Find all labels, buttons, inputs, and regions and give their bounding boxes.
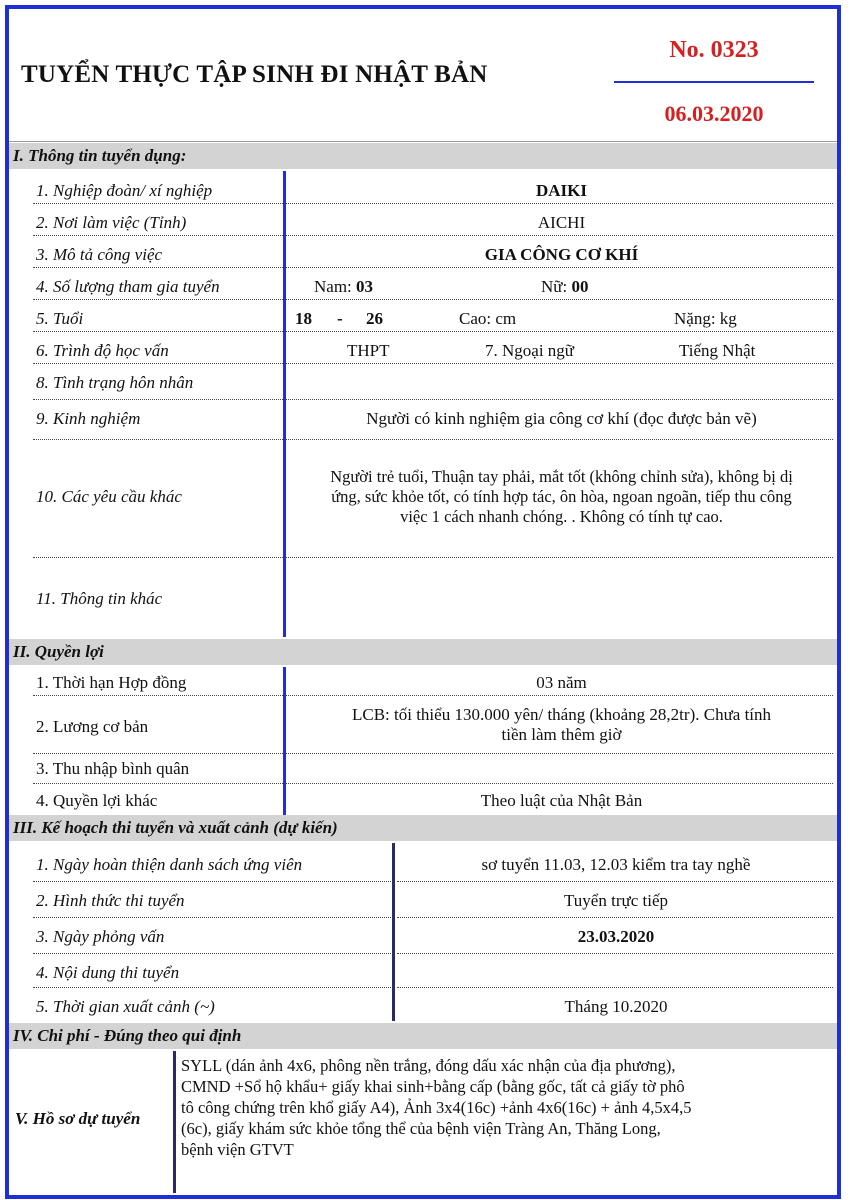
age-to: 26 [366, 309, 383, 328]
label-exam-format: 2. Hình thức thi tuyển [36, 891, 185, 910]
row-separator [33, 917, 391, 918]
value-job-description: GIA CÔNG CƠ KHÍ [484, 245, 639, 264]
row-separator [33, 331, 833, 332]
row-separator [33, 267, 833, 268]
label-language: 7. Ngoại ngữ [485, 341, 575, 360]
section-3-heading: III. Kế hoạch thi tuyển và xuất cảnh (dự kiến) [9, 815, 837, 841]
age-from: 18 [295, 309, 312, 328]
section-1-divider [283, 171, 286, 637]
value-other-benefits: Theo luật của Nhật Bản [480, 791, 643, 810]
height-requirement: Cao: cm [459, 309, 517, 328]
female-label: Nữ: [541, 277, 568, 296]
document-number: No. 0323 [669, 37, 759, 63]
requirements-line: việc 1 cách nhanh chóng. . Không có tính tự cao. [400, 507, 723, 526]
label-headcount: 4. Số lượng tham gia tuyển [36, 277, 220, 296]
documents-line: tô công chứng trên khổ giấy A4), Ảnh 3x4(16c) +ảnh 4x6(16c) + ảnh 4,5x4,5 [181, 1098, 692, 1117]
value-interview-date: 23.03.2020 [577, 927, 655, 946]
requirements-line: ứng, sức khỏe tốt, có tính hợp tác, ôn hòa, ngoan ngoãn, tiếp thu công [331, 487, 792, 506]
row-separator [33, 439, 833, 440]
documents-line: (6c), giấy khám sức khỏe tổng thể của bệnh viện Tràng An, Thăng Long, [181, 1119, 661, 1138]
label-other-requirements: 10. Các yêu cầu khác [36, 487, 182, 506]
value-base-salary [286, 705, 837, 745]
row-separator [397, 953, 833, 954]
label-other-benefits: 4. Quyền lợi khác [36, 791, 158, 810]
salary-line: LCB: tối thiểu 130.000 yên/ tháng (khoảng 28,2tr). Chưa tính [351, 705, 772, 724]
label-application-documents: V. Hồ sơ dự tuyển [15, 1109, 141, 1128]
male-count [314, 277, 373, 297]
female-value: 00 [571, 277, 589, 296]
row-separator [33, 987, 391, 988]
row-separator [33, 203, 833, 204]
row-separator [33, 399, 833, 400]
row-separator [397, 987, 833, 988]
value-candidate-list-date: sơ tuyển 11.03, 12.03 kiểm tra tay nghề [481, 855, 751, 874]
row-separator [397, 917, 833, 918]
label-workplace: 2. Nơi làm việc (Tỉnh) [36, 213, 187, 232]
value-departure-time: Tháng 10.2020 [564, 997, 668, 1016]
label-contract-term: 1. Thời hạn Hợp đồng [36, 673, 187, 692]
salary-line: tiền làm thêm giờ [501, 725, 622, 744]
section-4-heading: IV. Chi phí - Đúng theo qui định [9, 1023, 837, 1049]
value-other-requirements [286, 467, 837, 527]
requirements-line: Người trẻ tuổi, Thuận tay phải, mắt tốt (không chỉnh sửa), không bị dị [330, 467, 793, 486]
row-separator [33, 299, 833, 300]
document-frame [5, 5, 841, 1199]
age-separator: - [337, 309, 343, 328]
value-experience: Người có kinh nghiệm gia công cơ khí (đọc được bản vẽ) [366, 409, 757, 428]
value-exam-format: Tuyển trực tiếp [564, 891, 668, 910]
section-5-divider [173, 1051, 176, 1193]
value-contract-term: 03 năm [536, 673, 587, 692]
section-2-heading: II. Quyền lợi [9, 639, 837, 665]
row-separator [33, 953, 391, 954]
section-1-heading: I. Thông tin tuyển dụng: [9, 143, 837, 169]
label-job-description: 3. Mô tả công việc [36, 245, 163, 264]
header-divider [9, 141, 837, 142]
label-average-income: 3. Thu nhập bình quân [36, 759, 190, 778]
document-title: TUYỂN THỰC TẬP SINH ĐI NHẬT BẢN [21, 61, 488, 88]
value-application-documents [181, 1055, 833, 1160]
value-education: THPT [347, 341, 390, 360]
number-underline [614, 81, 814, 83]
value-workplace: AICHI [537, 213, 586, 232]
row-separator [33, 363, 833, 364]
document-date: 06.03.2020 [664, 101, 764, 126]
row-separator [33, 557, 833, 558]
row-separator [33, 695, 833, 696]
row-separator [33, 235, 833, 236]
label-interview-date: 3. Ngày phỏng vấn [36, 927, 165, 946]
row-separator [33, 783, 833, 784]
row-separator [33, 881, 391, 882]
label-departure-time: 5. Thời gian xuất cảnh (~) [36, 997, 215, 1016]
documents-line: CMND +Sổ hộ khẩu+ giấy khai sinh+bằng cấp (bằng gốc, tất cả giấy tờ phô [181, 1077, 685, 1096]
label-education: 6. Trình độ học vấn [36, 341, 169, 360]
male-label: Nam: [314, 277, 352, 296]
documents-line: SYLL (dán ảnh 4x6, phông nền trắng, đóng dấu xác nhận của địa phương), [181, 1056, 676, 1075]
label-base-salary: 2. Lương cơ bản [36, 717, 149, 736]
row-separator [397, 881, 833, 882]
label-candidate-list-date: 1. Ngày hoàn thiện danh sách ứng viên [36, 855, 303, 874]
female-count [541, 277, 588, 297]
label-other-info: 11. Thông tin khác [36, 589, 163, 608]
male-value: 03 [356, 277, 374, 296]
label-age: 5. Tuổi [36, 309, 84, 328]
label-marital-status: 8. Tình trạng hôn nhân [36, 373, 194, 392]
weight-requirement: Nặng: kg [674, 309, 737, 328]
value-union: DAIKI [535, 181, 587, 200]
label-experience: 9. Kinh nghiệm [36, 409, 141, 428]
label-exam-content: 4. Nội dung thi tuyển [36, 963, 180, 982]
row-separator [33, 753, 833, 754]
documents-line: bệnh viện GTVT [181, 1140, 294, 1159]
value-language: Tiếng Nhật [679, 341, 756, 360]
label-union: 1. Nghiệp đoàn/ xí nghiệp [36, 181, 213, 200]
